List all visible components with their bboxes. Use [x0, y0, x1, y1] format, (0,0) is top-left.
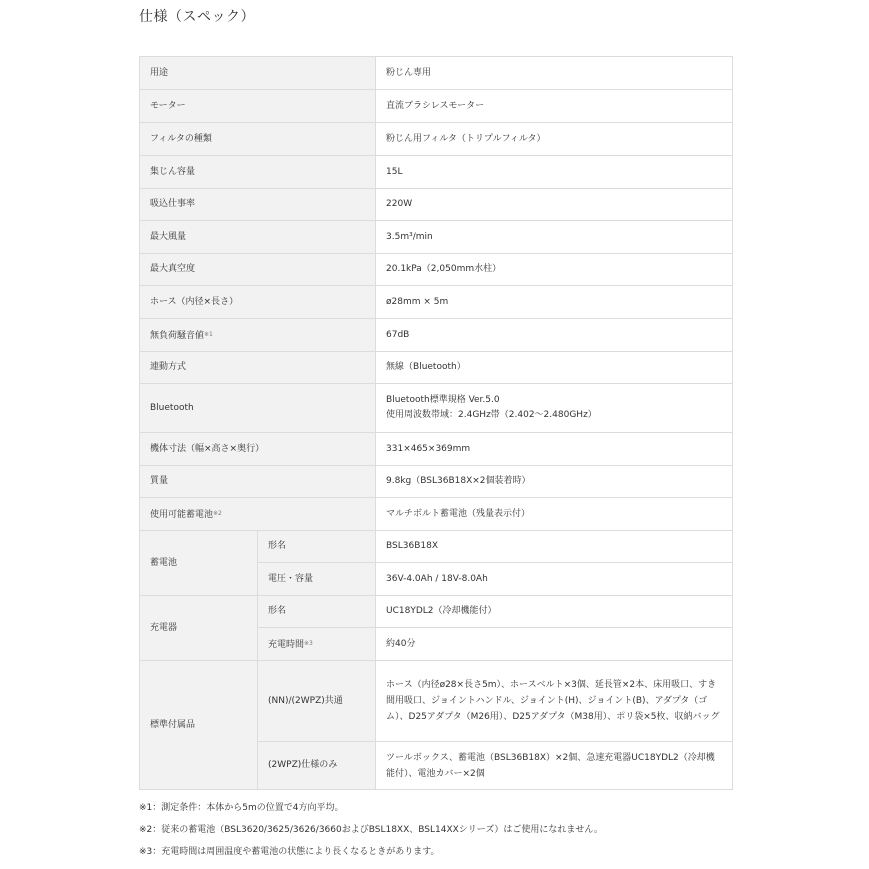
spec-label: モーター	[140, 90, 376, 123]
spec-row-hose	[140, 286, 733, 319]
spec-row-charger-model	[140, 596, 733, 628]
footnote-3: ※3：充電時間は周囲温度や蓄電池の状態により長くなるときがあります。	[139, 847, 440, 857]
spec-row-battery-model	[140, 531, 733, 563]
spec-value: 約40分	[376, 628, 733, 661]
spec-row-dimensions	[140, 433, 733, 466]
spec-sublabel: 形名	[258, 531, 376, 563]
spec-label: 連動方式	[140, 352, 376, 384]
spec-value: ホース（内径ø28×長さ5m）、ホースベルト×3個、延長管×2本、床用吸口、すき間用吸口、ジョイントハンドル、ジョイント(H)、ジョイント(B)、アダプタ（ゴム）、D25アダプタ（M26用）、D25アダプタ（M38用）、ポリ袋×5枚、収納バッグ	[376, 661, 733, 742]
spec-sublabel: 形名	[258, 596, 376, 628]
spec-label-cell	[140, 319, 376, 352]
spec-value: 9.8kg（BSL36B18X×2個装着時）	[376, 466, 733, 498]
spec-row-link-method	[140, 352, 733, 384]
footnote-mark: ※2	[213, 509, 222, 517]
spec-row-compatible-battery	[140, 498, 733, 531]
footnotes	[139, 800, 603, 866]
spec-value: 67dB	[376, 319, 733, 352]
footnote-2: ※2：従来の蓄電池（BSL3620/3625/3626/3660およびBSL18XX、BSL14XXシリーズ）はご使用になれません。	[139, 825, 603, 835]
spec-label: 質量	[140, 466, 376, 498]
spec-row-capacity	[140, 156, 733, 189]
spec-value: 無線（Bluetooth）	[376, 352, 733, 384]
footnote-1: ※1：測定条件：本体から5mの位置で4方向平均。	[139, 803, 344, 813]
spec-value-line: Bluetooth標準規格 Ver.5.0	[386, 395, 500, 405]
page-title: 仕様（スペック）	[139, 9, 255, 25]
spec-value: BSL36B18X	[376, 531, 733, 563]
spec-value: 220W	[376, 189, 733, 221]
spec-row-accessories-common	[140, 661, 733, 742]
spec-sublabel: (NN)/(2WPZ)共通	[258, 661, 376, 742]
spec-value: 36V-4.0Ah / 18V-8.0Ah	[376, 563, 733, 596]
spec-row-usage	[140, 57, 733, 90]
spec-value: 331×465×369mm	[376, 433, 733, 466]
spec-group-label: 蓄電池	[140, 531, 258, 596]
spec-row-filter	[140, 123, 733, 156]
spec-table	[139, 56, 733, 790]
spec-value: 直流ブラシレスモーター	[376, 90, 733, 123]
spec-label-cell	[140, 498, 376, 531]
spec-row-vacuum	[140, 254, 733, 286]
spec-label: 用途	[140, 57, 376, 90]
spec-label: 無負荷騒音値	[150, 330, 205, 341]
spec-label: 最大真空度	[140, 254, 376, 286]
spec-value-line: 使用周波数帯域：2.4GHz帯（2.402～2.480GHz）	[386, 410, 597, 420]
footnote-mark: ※1	[204, 330, 213, 338]
spec-label: Bluetooth	[140, 384, 376, 433]
spec-label: 使用可能蓄電池	[150, 509, 214, 520]
spec-row-noise	[140, 319, 733, 352]
spec-group-label: 標準付属品	[140, 661, 258, 790]
spec-sublabel: 充電時間	[268, 639, 305, 650]
spec-value: 20.1kPa（2,050mm水柱）	[376, 254, 733, 286]
spec-sublabel: (2WPZ)仕様のみ	[258, 742, 376, 790]
spec-group-label: 充電器	[140, 596, 258, 661]
spec-sublabel-cell	[258, 628, 376, 661]
spec-row-bluetooth	[140, 384, 733, 433]
spec-value: 3.5m³/min	[376, 221, 733, 254]
spec-label: 集じん容量	[140, 156, 376, 189]
footnote-mark: ※3	[304, 639, 313, 647]
spec-label: ホース（内径×長さ）	[140, 286, 376, 319]
spec-value: 粉じん用フィルタ（トリプルフィルタ）	[376, 123, 733, 156]
spec-label: 機体寸法（幅×高さ×奥行）	[140, 433, 376, 466]
spec-row-motor	[140, 90, 733, 123]
spec-value: マルチボルト蓄電池（残量表示付）	[376, 498, 733, 531]
spec-sublabel: 電圧・容量	[258, 563, 376, 596]
spec-label: 吸込仕事率	[140, 189, 376, 221]
spec-value: UC18YDL2（冷却機能付）	[376, 596, 733, 628]
spec-label: 最大風量	[140, 221, 376, 254]
spec-value: ø28mm × 5m	[376, 286, 733, 319]
spec-row-weight	[140, 466, 733, 498]
spec-row-airflow	[140, 221, 733, 254]
spec-label: フィルタの種類	[140, 123, 376, 156]
spec-value: 粉じん専用	[376, 57, 733, 90]
spec-value: ツールボックス、蓄電池（BSL36B18X）×2個、急速充電器UC18YDL2（冷却機能付）、電池カバー×2個	[376, 742, 733, 790]
spec-value-cell	[376, 384, 733, 433]
spec-row-suction-power	[140, 189, 733, 221]
spec-value: 15L	[376, 156, 733, 189]
